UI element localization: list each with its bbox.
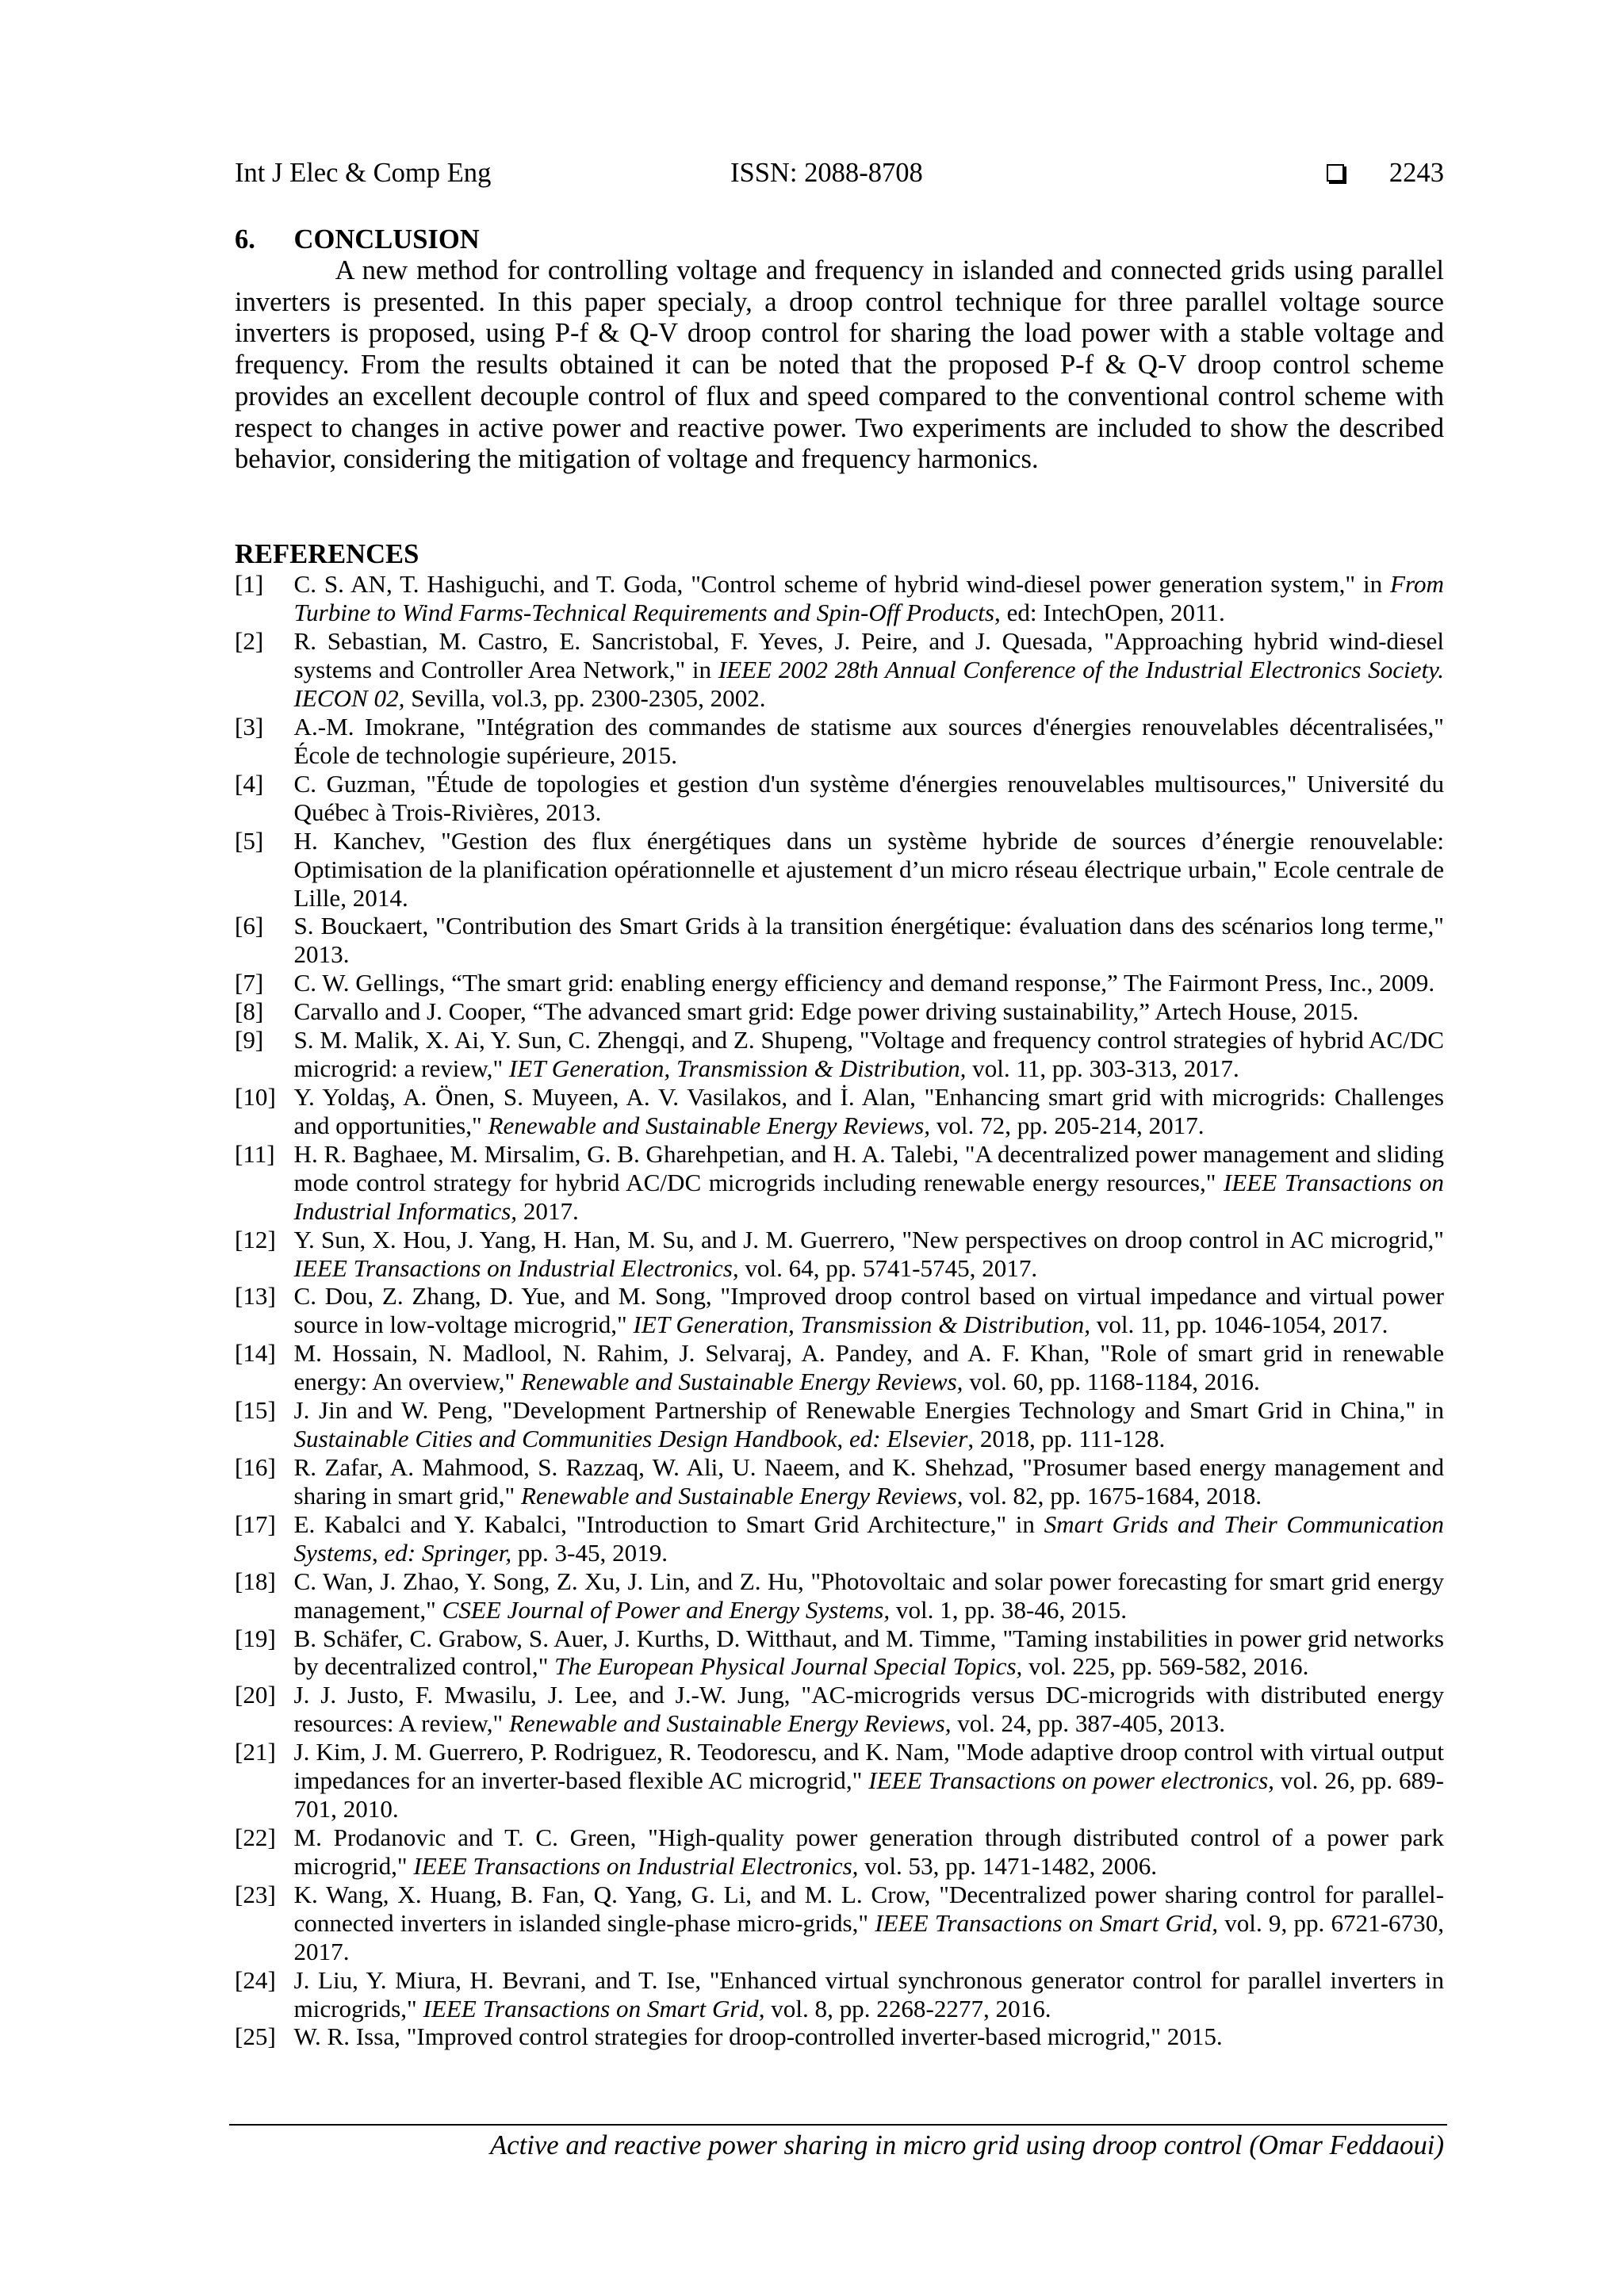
reference-text-segment: C. W. Gellings, “The smart grid: enabling energy efficiency and demand response,” The Fairmont Press, Inc., 2009.: [293, 969, 1435, 997]
reference-item: [235, 1339, 1444, 1396]
reference-text: [294, 570, 1445, 627]
reference-text-segment: H. R. Baghaee, M. Mirsalim, G. B. Gharehpetian, and H. A. Talebi, "A decentralized power management and sliding mode control strategy for hybrid AC/DC microgrids including renewable energy resources,": [293, 1139, 1444, 1196]
reference-text-segment: A.-M. Imokrane, "Intégration des commandes de statisme aux sources d'énergies renouvelables décentralisées," École de technologie supérieure, 2015.: [293, 713, 1444, 769]
reference-text-segment: S. M. Malik, X. Ai, Y. Sun, C. Zhengqi, and Z. Shupeng, "Voltage and frequency control strategies of hybrid AC/DC microgrid: a review,": [293, 1026, 1444, 1083]
reference-label: [22]: [235, 1823, 276, 1851]
reference-text-segment: R. Zafar, A. Mahmood, S. Razzaq, W. Ali, U. Naeem, and K. Shehzad, "Prosumer based energy management and sharing in smart grid,": [293, 1452, 1444, 1510]
reference-text: [294, 1453, 1445, 1510]
reference-italic-segment: IEEE Transactions on Industrial Electronics,: [293, 1253, 739, 1282]
reference-text-segment: , ed: IntechOpen, 2011.: [994, 599, 1225, 627]
reference-text-segment: M. Hossain, N. Madlool, N. Rahim, J. Selvaraj, A. Pandey, and A. F. Khan, "Role of smart grid in renewable energy: An overview,": [293, 1339, 1444, 1396]
reference-item: [235, 1823, 1444, 1881]
reference-item: [235, 1738, 1444, 1823]
reference-text: [294, 912, 1445, 969]
reference-label: [2]: [235, 627, 264, 656]
reference-label: [8]: [235, 997, 264, 1026]
reference-text: [294, 1823, 1445, 1881]
reference-text: [294, 1567, 1445, 1624]
reference-label: [21]: [235, 1738, 276, 1766]
reference-text: [294, 1140, 1445, 1226]
square-bullet-icon: [1327, 164, 1344, 182]
reference-text-segment: Carvallo and J. Cooper, “The advanced smart grid: Edge power driving sustainability,” Artech House, 2015.: [293, 997, 1359, 1026]
reference-italic-segment: Renewable and Sustainable Energy Reviews,: [520, 1481, 963, 1510]
reference-text: [294, 713, 1445, 770]
reference-text-segment: H. Kanchev, "Gestion des flux énergétiques dans un système hybride de sources d’énergie renouvelable: Optimisation de la planification opérationnelle et ajustement d’un micro réseau électrique urbain," Ecole centrale de Lille, 2014.: [293, 826, 1444, 912]
reference-label: [19]: [235, 1624, 276, 1652]
reference-item: [235, 1083, 1444, 1140]
reference-text-segment: vol. 82, pp. 1675-1684, 2018.: [963, 1481, 1262, 1510]
reference-label: [5]: [235, 826, 264, 855]
reference-text-segment: vol. 72, pp. 205-214, 2017.: [930, 1111, 1205, 1139]
reference-italic-segment: IEEE Transactions on power electronics,: [868, 1766, 1274, 1795]
reference-text-segment: vol. 53, pp. 1471-1482, 2006.: [858, 1851, 1158, 1880]
reference-item: [235, 627, 1444, 713]
reference-italic-segment: Smart Grids and Their Communication Systems: [293, 1510, 1444, 1567]
header-issn: ISSN: 2088-8708: [730, 158, 923, 188]
reference-text-segment: vol. 225, pp. 569-582, 2016.: [1022, 1652, 1309, 1681]
reference-text: [294, 1226, 1445, 1283]
reference-italic-segment: Sustainable Cities and Communities Design Handbook: [293, 1425, 837, 1453]
reference-text-segment: C. Guzman, "Étude de topologies et gestion d'un système d'énergies renouvelables multisources," Université du Québec à Trois-Rivières, 2013.: [293, 769, 1444, 826]
reference-label: [3]: [235, 713, 264, 741]
reference-item: [235, 1567, 1444, 1624]
reference-text-segment: B. Schäfer, C. Grabow, S. Auer, J. Kurths, D. Witthaut, and M. Timme, "Taming instabilities in power grid networks by decentralized control,": [293, 1624, 1444, 1681]
reference-text: [294, 997, 1445, 1026]
reference-italic-segment: Renewable and Sustainable Energy Reviews,: [520, 1368, 963, 1396]
reference-label: [17]: [235, 1510, 276, 1538]
reference-text-segment: E. Kabalci and Y. Kabalci, "Introduction to Smart Grid Architecture," in: [293, 1510, 1044, 1538]
reference-item: [235, 1966, 1444, 2023]
footer-running-title: Active and reactive power sharing in micro grid using droop control (Omar Feddaoui): [490, 2130, 1444, 2160]
reference-label: [15]: [235, 1396, 276, 1425]
reference-label: [24]: [235, 1965, 276, 1994]
reference-text-segment: J. Jin and W. Peng, "Development Partnership of Renewable Energies Technology and Smart Grid in China," in: [293, 1396, 1444, 1425]
reference-italic-segment: IEEE 2002 28th Annual Conference of the Industrial Electronics Society. IECON 02,: [293, 656, 1444, 713]
reference-italic-segment: From Turbine to Wind Farms-Technical Requirements and Spin-Off Products: [293, 570, 1444, 627]
reference-label: [1]: [235, 570, 264, 599]
reference-text: [294, 770, 1445, 827]
reference-italic-segment: CSEE Journal of Power and Energy Systems,: [442, 1595, 891, 1624]
reference-italic-segment: IEEE Transactions on Smart Grid,: [875, 1908, 1219, 1937]
reference-italic-segment: IEEE Transactions on Smart Grid,: [423, 1994, 765, 2022]
reference-text-segment: W. R. Issa, "Improved control strategies for droop-controlled inverter-based microgrid," 2015.: [293, 2022, 1223, 2051]
reference-text-segment: , 2018, pp. 111-128.: [967, 1425, 1166, 1453]
reference-label: [11]: [235, 1139, 275, 1168]
reference-text-segment: C. Wan, J. Zhao, Y. Song, Z. Xu, J. Lin, and Z. Hu, "Photovoltaic and solar power forecasting for smart grid energy management,": [293, 1567, 1444, 1624]
reference-text: [294, 1339, 1445, 1396]
reference-text-segment: Sevilla, vol.3, pp. 2300-2305, 2002.: [404, 684, 766, 713]
reference-text: [294, 1681, 1445, 1738]
reference-item: [235, 1026, 1444, 1083]
reference-text: [294, 1624, 1445, 1682]
reference-text: [294, 1396, 1445, 1453]
conclusion-section: [235, 224, 1444, 476]
reference-text-segment: R. Sebastian, M. Castro, E. Sancristobal, F. Yeves, J. Peire, and J. Quesada, "Approaching hybrid wind-diesel systems and Controller Area Network," in: [293, 627, 1444, 684]
reference-text-segment: vol. 1, pp. 38-46, 2015.: [890, 1595, 1127, 1624]
reference-text-segment: Y. Sun, X. Hou, J. Yang, H. Han, M. Su, and J. M. Guerrero, "New perspectives on droop control in AC microgrid,": [293, 1225, 1444, 1253]
section-heading: [235, 224, 1444, 255]
reference-item: [235, 827, 1444, 913]
reference-text: [294, 1510, 1445, 1567]
reference-text: [294, 1083, 1445, 1140]
reference-text-segment: 2017.: [517, 1196, 579, 1225]
reference-item: [235, 1282, 1444, 1339]
header-journal-name: Int J Elec & Comp Eng: [235, 158, 492, 188]
reference-label: [9]: [235, 1026, 264, 1054]
reference-text-segment: Y. Yoldaş, A. Önen, S. Muyeen, A. V. Vasilakos, and İ. Alan, "Enhancing smart grid with microgrids: Challenges and opportunities,": [293, 1083, 1444, 1139]
reference-label: [7]: [235, 969, 264, 997]
reference-label: [20]: [235, 1681, 276, 1709]
reference-text-segment: vol. 24, pp. 387-405, 2013.: [951, 1709, 1225, 1738]
reference-text-segment: vol. 60, pp. 1168-1184, 2016.: [963, 1368, 1260, 1396]
reference-text-segment: J. Liu, Y. Miura, H. Bevrani, and T. Ise, "Enhanced virtual synchronous generator control for parallel inverters in microgrids,": [293, 1965, 1444, 2022]
reference-text-segment: vol. 11, pp. 1046-1054, 2017.: [1090, 1311, 1388, 1339]
reference-italic-segment: ed: Springer,: [384, 1538, 512, 1567]
reference-text-segment: S. Bouckaert, "Contribution des Smart Grids à la transition énergétique: évaluation dans des scénarios long terme," 2013.: [293, 912, 1444, 969]
footer-divider: [229, 2124, 1447, 2126]
reference-label: [23]: [235, 1880, 276, 1908]
reference-item: [235, 570, 1444, 627]
reference-text-segment: vol. 11, pp. 303-313, 2017.: [966, 1054, 1239, 1083]
references-section: [235, 539, 1444, 2051]
reference-item: [235, 2022, 1444, 2051]
reference-italic-segment: IEEE Transactions on Industrial Informatics,: [293, 1168, 1444, 1225]
reference-italic-segment: Renewable and Sustainable Energy Reviews,: [488, 1111, 931, 1139]
reference-text-segment: J. J. Justo, F. Mwasilu, J. Lee, and J.-W. Jung, "AC-microgrids versus DC-microgrids with distributed energy resources: A review,": [293, 1681, 1444, 1738]
reference-text: [294, 627, 1445, 713]
reference-label: [18]: [235, 1567, 276, 1595]
reference-text-segment: pp. 3-45, 2019.: [511, 1538, 668, 1567]
reference-label: [4]: [235, 769, 264, 798]
reference-item: [235, 912, 1444, 969]
reference-item: [235, 1396, 1444, 1453]
reference-text: [294, 1282, 1445, 1339]
header-page-number: 2243: [1388, 158, 1444, 188]
reference-text-segment: M. Prodanovic and T. C. Green, "High-quality power generation through distributed control of a power park microgrid,": [293, 1823, 1444, 1880]
reference-item: [235, 1624, 1444, 1682]
reference-item: [235, 1453, 1444, 1510]
section-title: CONCLUSION: [293, 224, 480, 254]
reference-text: [294, 2022, 1445, 2051]
reference-label: [10]: [235, 1083, 276, 1111]
reference-label: [6]: [235, 912, 264, 940]
reference-text-segment: C. Dou, Z. Zhang, D. Yue, and M. Song, "Improved droop control based on virtual impedance and virtual power source in low-voltage microgrid,": [293, 1282, 1444, 1339]
reference-text-segment: vol. 64, pp. 5741-5745, 2017.: [738, 1253, 1038, 1282]
reference-list: [235, 570, 1444, 2051]
reference-text-segment: vol. 8, pp. 2268-2277, 2016.: [764, 1994, 1051, 2022]
reference-label: [13]: [235, 1282, 276, 1311]
reference-text: [294, 1881, 1445, 1966]
reference-item: [235, 969, 1444, 997]
reference-label: [14]: [235, 1339, 276, 1368]
reference-text-segment: vol. 26, pp. 689-701, 2010.: [293, 1766, 1444, 1823]
reference-item: [235, 713, 1444, 770]
reference-text-segment: K. Wang, X. Huang, B. Fan, Q. Yang, G. Li, and M. L. Crow, "Decentralized power sharing control for parallel-connected inverters in islanded single-phase micro-grids,": [293, 1880, 1444, 1937]
section-number: 6.: [235, 224, 255, 254]
reference-item: [235, 1140, 1444, 1226]
reference-text-segment: J. Kim, J. M. Guerrero, P. Rodriguez, R. Teodorescu, and K. Nam, "Mode adaptive droop control with virtual output impedances for an inverter-based flexible AC microgrid,": [293, 1738, 1444, 1795]
reference-italic-segment: IET Generation, Transmission & Distribution,: [633, 1311, 1090, 1339]
reference-text-segment: ,: [837, 1425, 849, 1453]
reference-text: [294, 969, 1445, 997]
reference-label: [12]: [235, 1225, 276, 1253]
reference-italic-segment: Renewable and Sustainable Energy Reviews,: [508, 1709, 952, 1738]
references-heading: REFERENCES: [235, 539, 419, 569]
reference-item: [235, 1881, 1444, 1966]
reference-text-segment: ,: [371, 1538, 385, 1567]
reference-label: [16]: [235, 1452, 276, 1481]
reference-italic-segment: IET Generation, Transmission & Distribution,: [508, 1054, 967, 1083]
reference-text-segment: C. S. AN, T. Hashiguchi, and T. Goda, "Control scheme of hybrid wind-diesel power generation system," in: [293, 570, 1391, 599]
reference-item: [235, 1226, 1444, 1283]
reference-item: [235, 997, 1444, 1026]
reference-text-segment: vol. 9, pp. 6721-6730, 2017.: [293, 1908, 1445, 1965]
reference-text: [294, 1966, 1445, 2023]
reference-italic-segment: The European Physical Journal Special Topics,: [554, 1652, 1023, 1681]
reference-text: [294, 1026, 1445, 1083]
reference-item: [235, 770, 1444, 827]
reference-text: [294, 827, 1445, 913]
conclusion-paragraph: A new method for controlling voltage and frequency in islanded and connected grids using parallel inverters is presented. In this paper specialy, a droop control technique for three parallel voltage source inverters is proposed, using P-f & Q-V droop control for sharing the load power with a stable voltage and frequency. From the results obtained it can be noted that the proposed P-f & Q-V droop control scheme provides an excellent decouple control of flux and speed compared to the conventional control scheme with respect to changes in active power and reactive power. Two experiments are included to show the described behavior, considering the mitigation of voltage and frequency harmonics.: [235, 255, 1444, 475]
reference-italic-segment: ed: Elsevier: [848, 1425, 968, 1453]
reference-text: [294, 1738, 1445, 1823]
reference-item: [235, 1510, 1444, 1567]
reference-item: [235, 1681, 1444, 1738]
reference-label: [25]: [235, 2022, 276, 2051]
reference-italic-segment: IEEE Transactions on Industrial Electronics,: [413, 1851, 859, 1880]
